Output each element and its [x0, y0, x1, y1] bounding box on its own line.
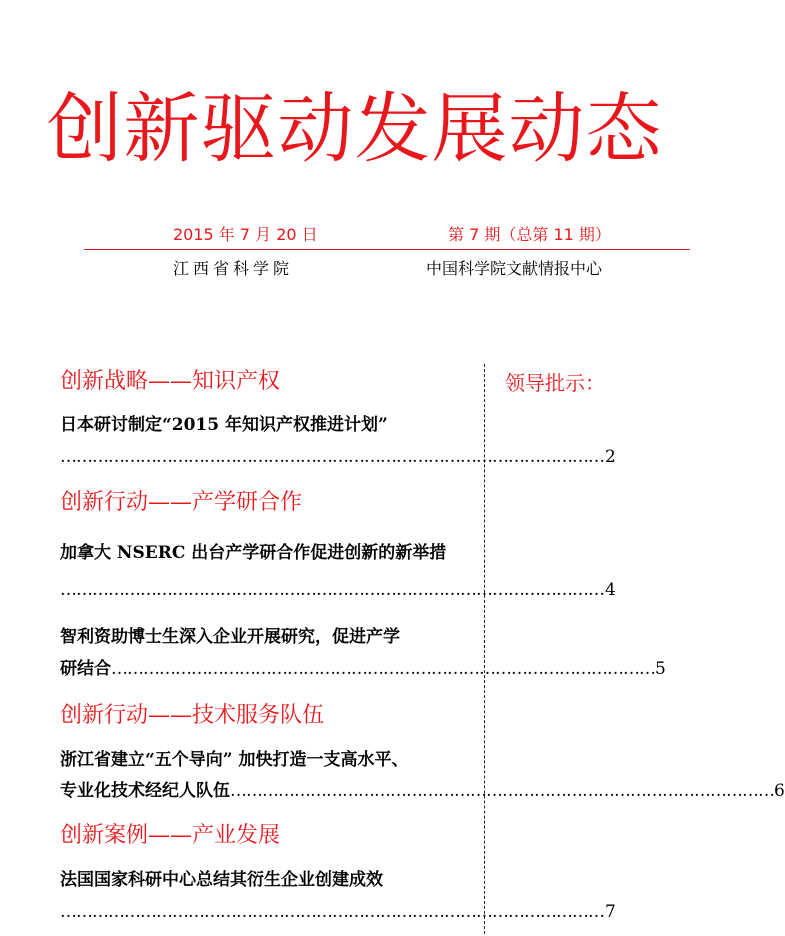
toc-section-heading: 创新战略——知识产权 [60, 369, 281, 394]
toc-entry-title[interactable]: 加拿大 NSERC 出台产学研合作促进创新的新举措 [60, 543, 447, 563]
toc-entry-leader[interactable]: 研结合 ………………………………………………………………………………………… 5 [60, 654, 460, 684]
toc-entry-leader[interactable]: ………………………………………………………………………………………… 4 [60, 575, 460, 605]
header-rule [84, 249, 690, 250]
toc-entry-leader[interactable]: ………………………………………………………………………………………… 7 [60, 897, 460, 927]
toc-page-number: 5 [655, 659, 666, 679]
toc-entry-title-cont: 专业化技术经纪人队伍 [60, 781, 230, 801]
toc-entry-title[interactable]: 法国国家科研中心总结其衍生企业创建成效 [60, 870, 383, 890]
journal-title: 创新驱动发展动态 [46, 84, 663, 173]
toc-page-number: 4 [605, 580, 616, 600]
toc-entry-title[interactable]: 浙江省建立“五个导向” 加快打造一支高水平、 [60, 750, 409, 770]
toc-entry-leader[interactable]: ………………………………………………………………………………………… 2 [60, 442, 460, 472]
toc-page-number: 6 [774, 781, 785, 801]
toc-entry-title[interactable]: 日本研讨制定“2015 年知识产权推进计划” [60, 415, 388, 435]
publisher-center: 中国科学院文献情报中心 [426, 259, 603, 278]
leader-comment-label: 领导批示： [505, 371, 605, 395]
toc-section-heading: 创新行动——技术服务队伍 [60, 703, 325, 728]
toc-section-heading: 创新案例——产业发展 [60, 823, 281, 848]
toc-entry-title-cont: 研结合 [60, 659, 111, 679]
toc-page-number: 7 [605, 902, 616, 922]
publisher-org: 江西省科学院 [173, 259, 294, 278]
toc-entry-title[interactable]: 智利资助博士生深入企业开展研究，促进产学 [60, 627, 400, 647]
toc-page-number: 2 [605, 447, 616, 467]
issue-number: 第 7 期（总第 11 期） [448, 225, 611, 244]
issue-date: 2015 年 7 月 20 日 [173, 225, 318, 244]
toc-entry-leader[interactable]: 专业化技术经纪人队伍 ………………………………………………………………………………………… 6 [60, 776, 460, 806]
toc-section-heading: 创新行动——产学研合作 [60, 490, 303, 515]
